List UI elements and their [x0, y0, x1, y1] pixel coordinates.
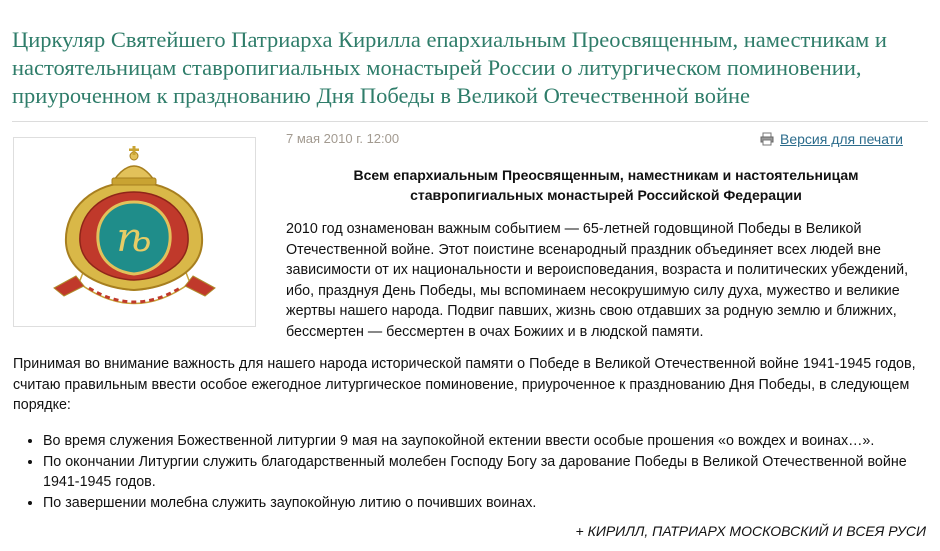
- printer-icon: [760, 132, 774, 146]
- logo-frame: [13, 137, 256, 327]
- list-item: • Во время служения Божественной литургии 9 мая на заупокойной ектении ввести особые прошения «о вождех и воинах…».: [43, 431, 933, 452]
- decision-paragraph: Принимая во внимание важность для нашего народа исторической памяти о Победе в Великой Отечественной войне 1941-1945 годов, считаю правильным ввести особое ежегодное литургическое поминовение, приуроченное к празднованию Дня Победы, в следующем порядке:: [13, 356, 916, 413]
- order-list: [13, 431, 933, 513]
- list-item: • По окончании Литургии служить благодарственный молебен Господу Богу за дарование Победы в Великой Отечественной войне 1941-1945 годов.: [43, 452, 933, 493]
- signature: + КИРИЛЛ, ПАТРИАРХ МОСКОВСКИЙ И ВСЕЯ РУСИ: [575, 523, 926, 539]
- title-divider: [12, 121, 928, 122]
- intro-paragraph: 2010 год ознаменован важным событием — 65-летней годовщиной Победы в Великой Отечественной войне. Этот поистине всенародный праздник объединяет всех людей вне зависимости от их национальности и вероисповедания, возраста и политических убеждений, ибо, празднуя День Победы, мы вспоминаем несокрушимую силу духа, мужество и великие жертвы нашего народа. Подвиг павших, жизнь свою отдавших за родную землю и ближних, бессмертен — бессмертен в очах Божиих и в людской памяти.: [286, 221, 909, 340]
- print-version-label[interactable]: Версия для печати: [780, 131, 903, 147]
- address-greeting: Всем епархиальным Преосвященным, наместникам и настоятельницам ставропигиальных монастырей Российской Федерации: [353, 167, 859, 203]
- print-version-link[interactable]: [760, 131, 903, 147]
- svg-text:ѣ: ѣ: [116, 215, 152, 261]
- list-item: • По завершении молебна служить заупокойную литию о почивших воинах.: [43, 493, 933, 514]
- publication-date: 7 мая 2010 г. 12:00: [286, 131, 400, 146]
- article-title: Циркуляр Святейшего Патриарха Кирилла епархиальным Преосвященным, наместникам и настоятельницам ставропигиальных монастырей России о литургическом поминовении, приуроченном к празднованию Дня Победы в Великой Отечественной войне: [12, 27, 887, 108]
- patriarch-coat-of-arms-icon: [14, 138, 255, 326]
